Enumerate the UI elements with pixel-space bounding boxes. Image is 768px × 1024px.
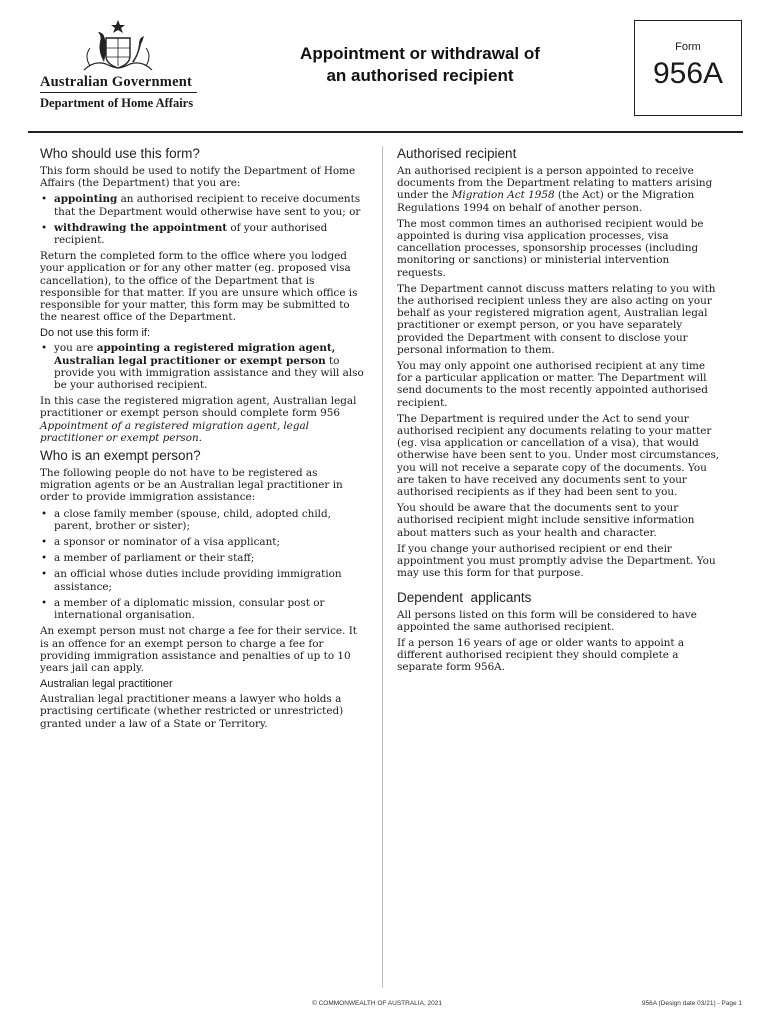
coat-of-arms-icon bbox=[76, 18, 160, 78]
fee-warning: An exempt person must not charge a fee for their service. It is an offence for an exempt person to charge a fee for providing immigration assistance and penalties of up to 10 years jail can apply. bbox=[40, 625, 357, 674]
list-item bbox=[40, 222, 364, 246]
department-name: Department of Home Affairs bbox=[40, 96, 194, 110]
act-title: Migration Act 1958 bbox=[451, 189, 555, 202]
authorised-para-2: The most common times an authorised recipient would be appointed is during visa application processes, visa cancellation processes, sponsorship processes (including monitoring or sanctions) or ministerial intervention requests. bbox=[397, 217, 704, 279]
legal-practitioner-heading: Australian legal practitioner bbox=[40, 678, 173, 691]
bullet-text: of your authorised recipient. bbox=[54, 221, 328, 247]
list-item: • a member of parliament or their staff; bbox=[40, 552, 364, 564]
form-title bbox=[270, 43, 570, 87]
authorised-para-6: You should be aware that the documents sent to your authorised recipient might include sensitive information about matters such as your health and character. bbox=[397, 502, 695, 539]
header-divider bbox=[28, 131, 743, 133]
bullet-bold-text: appointing bbox=[54, 193, 118, 206]
form-number-box bbox=[634, 20, 742, 116]
list-item: • a sponsor or nominator of a visa applicant; bbox=[40, 536, 364, 548]
list-item: • an official whose duties include providing immigration assistance; bbox=[40, 568, 364, 592]
exempt-intro: The following people do not have to be registered as migration agents or be an Australian legal practitioner in order to provide immigration assistance: bbox=[40, 467, 343, 504]
dependent-applicants-heading: Dependent applicants bbox=[397, 589, 532, 605]
authorised-para-4: You may only appoint one authorised recipient at any time for a particular application or matter. The Department will send documents to the most recently appointed authorised recipient. bbox=[397, 360, 708, 409]
return-instructions: Return the completed form to the office where you lodged your application or for any other matter (eg. proposed visa cancellation), to the office of the Department that is responsible for that matter. If you are unsure which office is responsible for your matter, this form may be submitted to the nearest office of the Department. bbox=[40, 250, 358, 324]
authorised-para-7: If you change your authorised recipient or end their appointment you must promptly advise the Department. You may use this form for that purpose. bbox=[397, 542, 716, 580]
form-label: Form bbox=[675, 41, 701, 53]
page-info: 956A (Design date 03/21) - Page 1 bbox=[641, 1000, 742, 1007]
exempt-list bbox=[40, 508, 364, 622]
bullet-bold-text: withdrawing the appointment bbox=[54, 221, 228, 234]
form-number: 956A bbox=[652, 57, 724, 90]
right-column bbox=[397, 142, 721, 678]
government-name: Australian Government bbox=[40, 74, 193, 90]
do-not-use-para bbox=[40, 395, 364, 444]
left-column bbox=[40, 142, 364, 734]
para-text: An authorised recipient is a person appointed to receive documents from the Department relating to matters arising under the bbox=[397, 165, 713, 202]
who-should-use-heading: Who should use this form? bbox=[40, 146, 200, 161]
list-item bbox=[40, 342, 364, 391]
dependent-para-2: If a person 16 years of age or older wants to appoint a different authorised recipient they should complete a separate form 956A. bbox=[397, 636, 685, 674]
authorised-para-1 bbox=[397, 165, 721, 214]
who-should-use-intro: This form should be used to notify the Department of Home Affairs (the Department) that you are: bbox=[40, 165, 356, 190]
form-title-line1: Appointment or withdrawal of bbox=[300, 44, 540, 63]
column-divider bbox=[382, 146, 383, 988]
form-956-title: Appointment of a registered migration agent, legal practitioner or exempt person bbox=[40, 419, 309, 444]
bullet-text: to provide you with immigration assistance and they will also be your authorised recipient. bbox=[54, 354, 364, 392]
form-title-line2: an authorised recipient bbox=[326, 66, 514, 85]
do-not-use-heading: Do not use this form if: bbox=[40, 327, 151, 340]
authorised-recipient-heading: Authorised recipient bbox=[397, 146, 517, 161]
logo-divider bbox=[40, 92, 197, 93]
para-text: In this case the registered migration agent, Australian legal practitioner or exempt person should complete form 956 bbox=[40, 395, 357, 420]
copyright-notice: © COMMONWEALTH OF AUSTRALIA, 2021 bbox=[312, 1000, 442, 1007]
authorised-para-3: The Department cannot discuss matters relating to you with the authorised recipient unless they are also acting on your behalf as your registered migration agent, Australian legal practitioner or exempt person, or you have separately provided the Department with consent to disclose your personal information to them. bbox=[397, 282, 716, 356]
purpose-list bbox=[40, 193, 364, 246]
para-text: (the Act) or the Migration Regulations 1994 on behalf of another person. bbox=[397, 189, 695, 214]
dependent-para-1: All persons listed on this form will be considered to have appointed the same authorised recipient. bbox=[397, 608, 697, 633]
list-item: • a member of a diplomatic mission, consular post or international organisation. bbox=[40, 597, 364, 621]
para-text: . bbox=[198, 431, 203, 444]
bullet-text: you are bbox=[54, 342, 97, 355]
list-item bbox=[40, 193, 364, 217]
bullet-bold-text: appointing a registered migration agent, Australian legal practitioner or exempt person bbox=[54, 342, 336, 367]
list-item: • a close family member (spouse, child, adopted child, parent, brother or sister); bbox=[40, 508, 364, 532]
exempt-heading: Who is an exempt person? bbox=[40, 448, 201, 464]
authorised-para-5: The Department is required under the Act to send your authorised recipient any documents relating to your matter (eg. visa application or cancellation of a visa), that would otherwise have been sent to you. Under most circumstances, you will not receive a separate copy of the documents. You are taken to have received any documents sent to your authorised recipients as if they had been sent to you. bbox=[397, 412, 720, 499]
do-not-use-list bbox=[40, 342, 364, 391]
bullet-text: an authorised recipient to receive documents that the Department would otherwise have sent to you; or bbox=[54, 193, 361, 218]
legal-practitioner-para: Australian legal practitioner means a lawyer who holds a practising certificate (whether restricted or unrestricted) granted under a law of a State or Territory. bbox=[40, 693, 344, 730]
